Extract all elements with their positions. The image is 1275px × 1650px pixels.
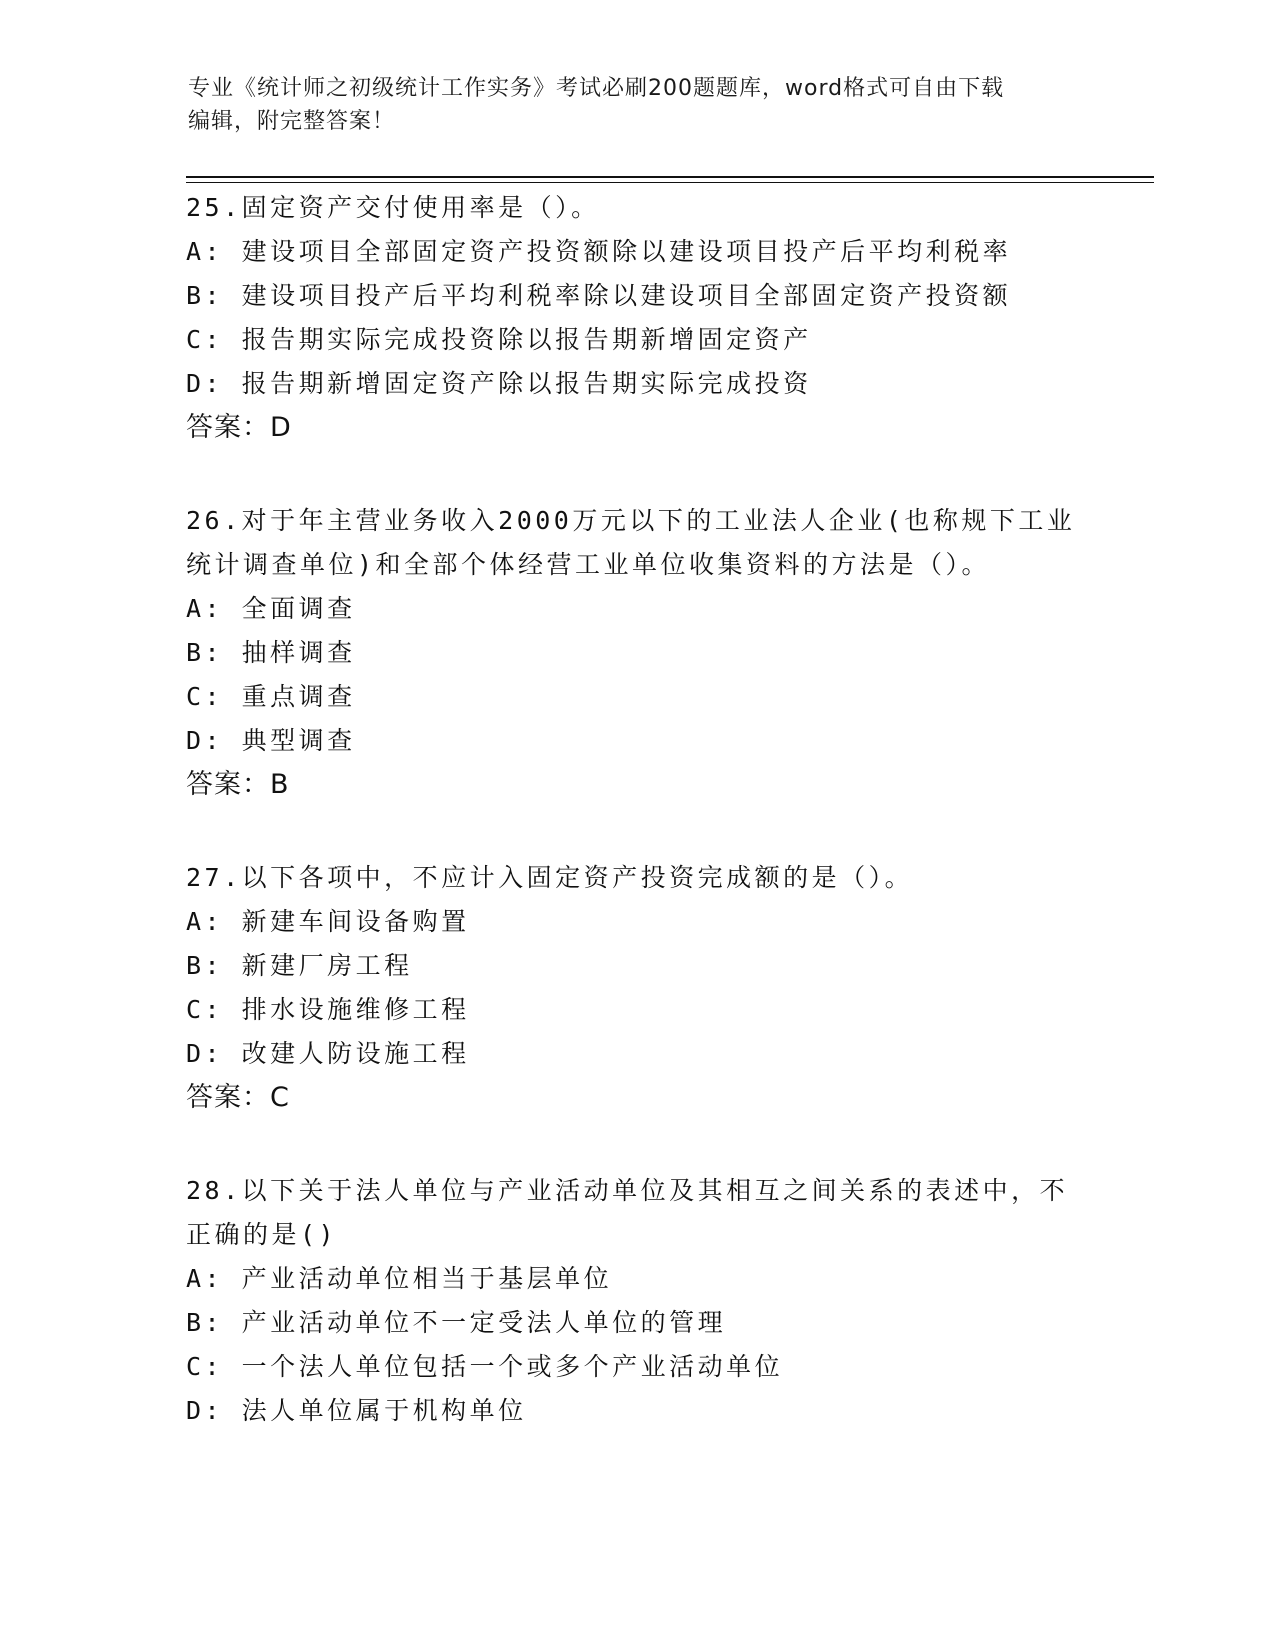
option-d: D: 报告期新增固定资产除以报告期实际完成投资 <box>186 369 812 398</box>
question-stem: 28.以下关于法人单位与产业活动单位及其相互之间关系的表述中，不 <box>186 1176 1069 1205</box>
option-b: B: 产业活动单位不一定受法人单位的管理 <box>186 1308 727 1337</box>
option-c: C: 重点调查 <box>186 682 356 711</box>
option-a: A: 新建车间设备购置 <box>186 907 470 936</box>
answer-label: 答案：B <box>186 769 290 800</box>
option-a: A: 全面调查 <box>186 594 356 623</box>
question-stem: 27.以下各项中，不应计入固定资产投资完成额的是（）。 <box>186 863 914 892</box>
option-d: D: 典型调查 <box>186 726 356 755</box>
header-line-1: 专业《统计师之初级统计工作实务》考试必刷200题题库，word格式可自由下载 <box>188 76 1005 101</box>
option-c: C: 排水设施维修工程 <box>186 995 470 1024</box>
option-c: C: 报告期实际完成投资除以报告期新增固定资产 <box>186 325 812 354</box>
option-b: B: 建设项目投产后平均利税率除以建设项目全部固定资产投资额 <box>186 281 1012 310</box>
header-line-2: 编辑，附完整答案！ <box>188 109 396 134</box>
question-stem: 25.固定资产交付使用率是（）。 <box>186 193 600 222</box>
document-header <box>188 72 1088 138</box>
question-stem-continued: 正确的是() <box>186 1220 338 1249</box>
option-a: A: 建设项目全部固定资产投资额除以建设项目投产后平均利税率 <box>186 237 1012 266</box>
header-divider-thin <box>186 182 1154 183</box>
answer-label: 答案：C <box>186 1082 290 1113</box>
option-b: B: 新建厂房工程 <box>186 951 413 980</box>
option-d: D: 改建人防设施工程 <box>186 1039 470 1068</box>
answer-label: 答案：D <box>186 412 292 443</box>
question-stem: 26.对于年主营业务收入2000万元以下的工业法人企业(也称规下工业 <box>186 506 1076 535</box>
option-c: C: 一个法人单位包括一个或多个产业活动单位 <box>186 1352 784 1381</box>
option-a: A: 产业活动单位相当于基层单位 <box>186 1264 613 1293</box>
option-d: D: 法人单位属于机构单位 <box>186 1396 527 1425</box>
question-stem-continued: 统计调查单位)和全部个体经营工业单位收集资料的方法是（）。 <box>186 550 991 579</box>
option-b: B: 抽样调查 <box>186 638 356 667</box>
header-divider-thick <box>186 176 1154 178</box>
